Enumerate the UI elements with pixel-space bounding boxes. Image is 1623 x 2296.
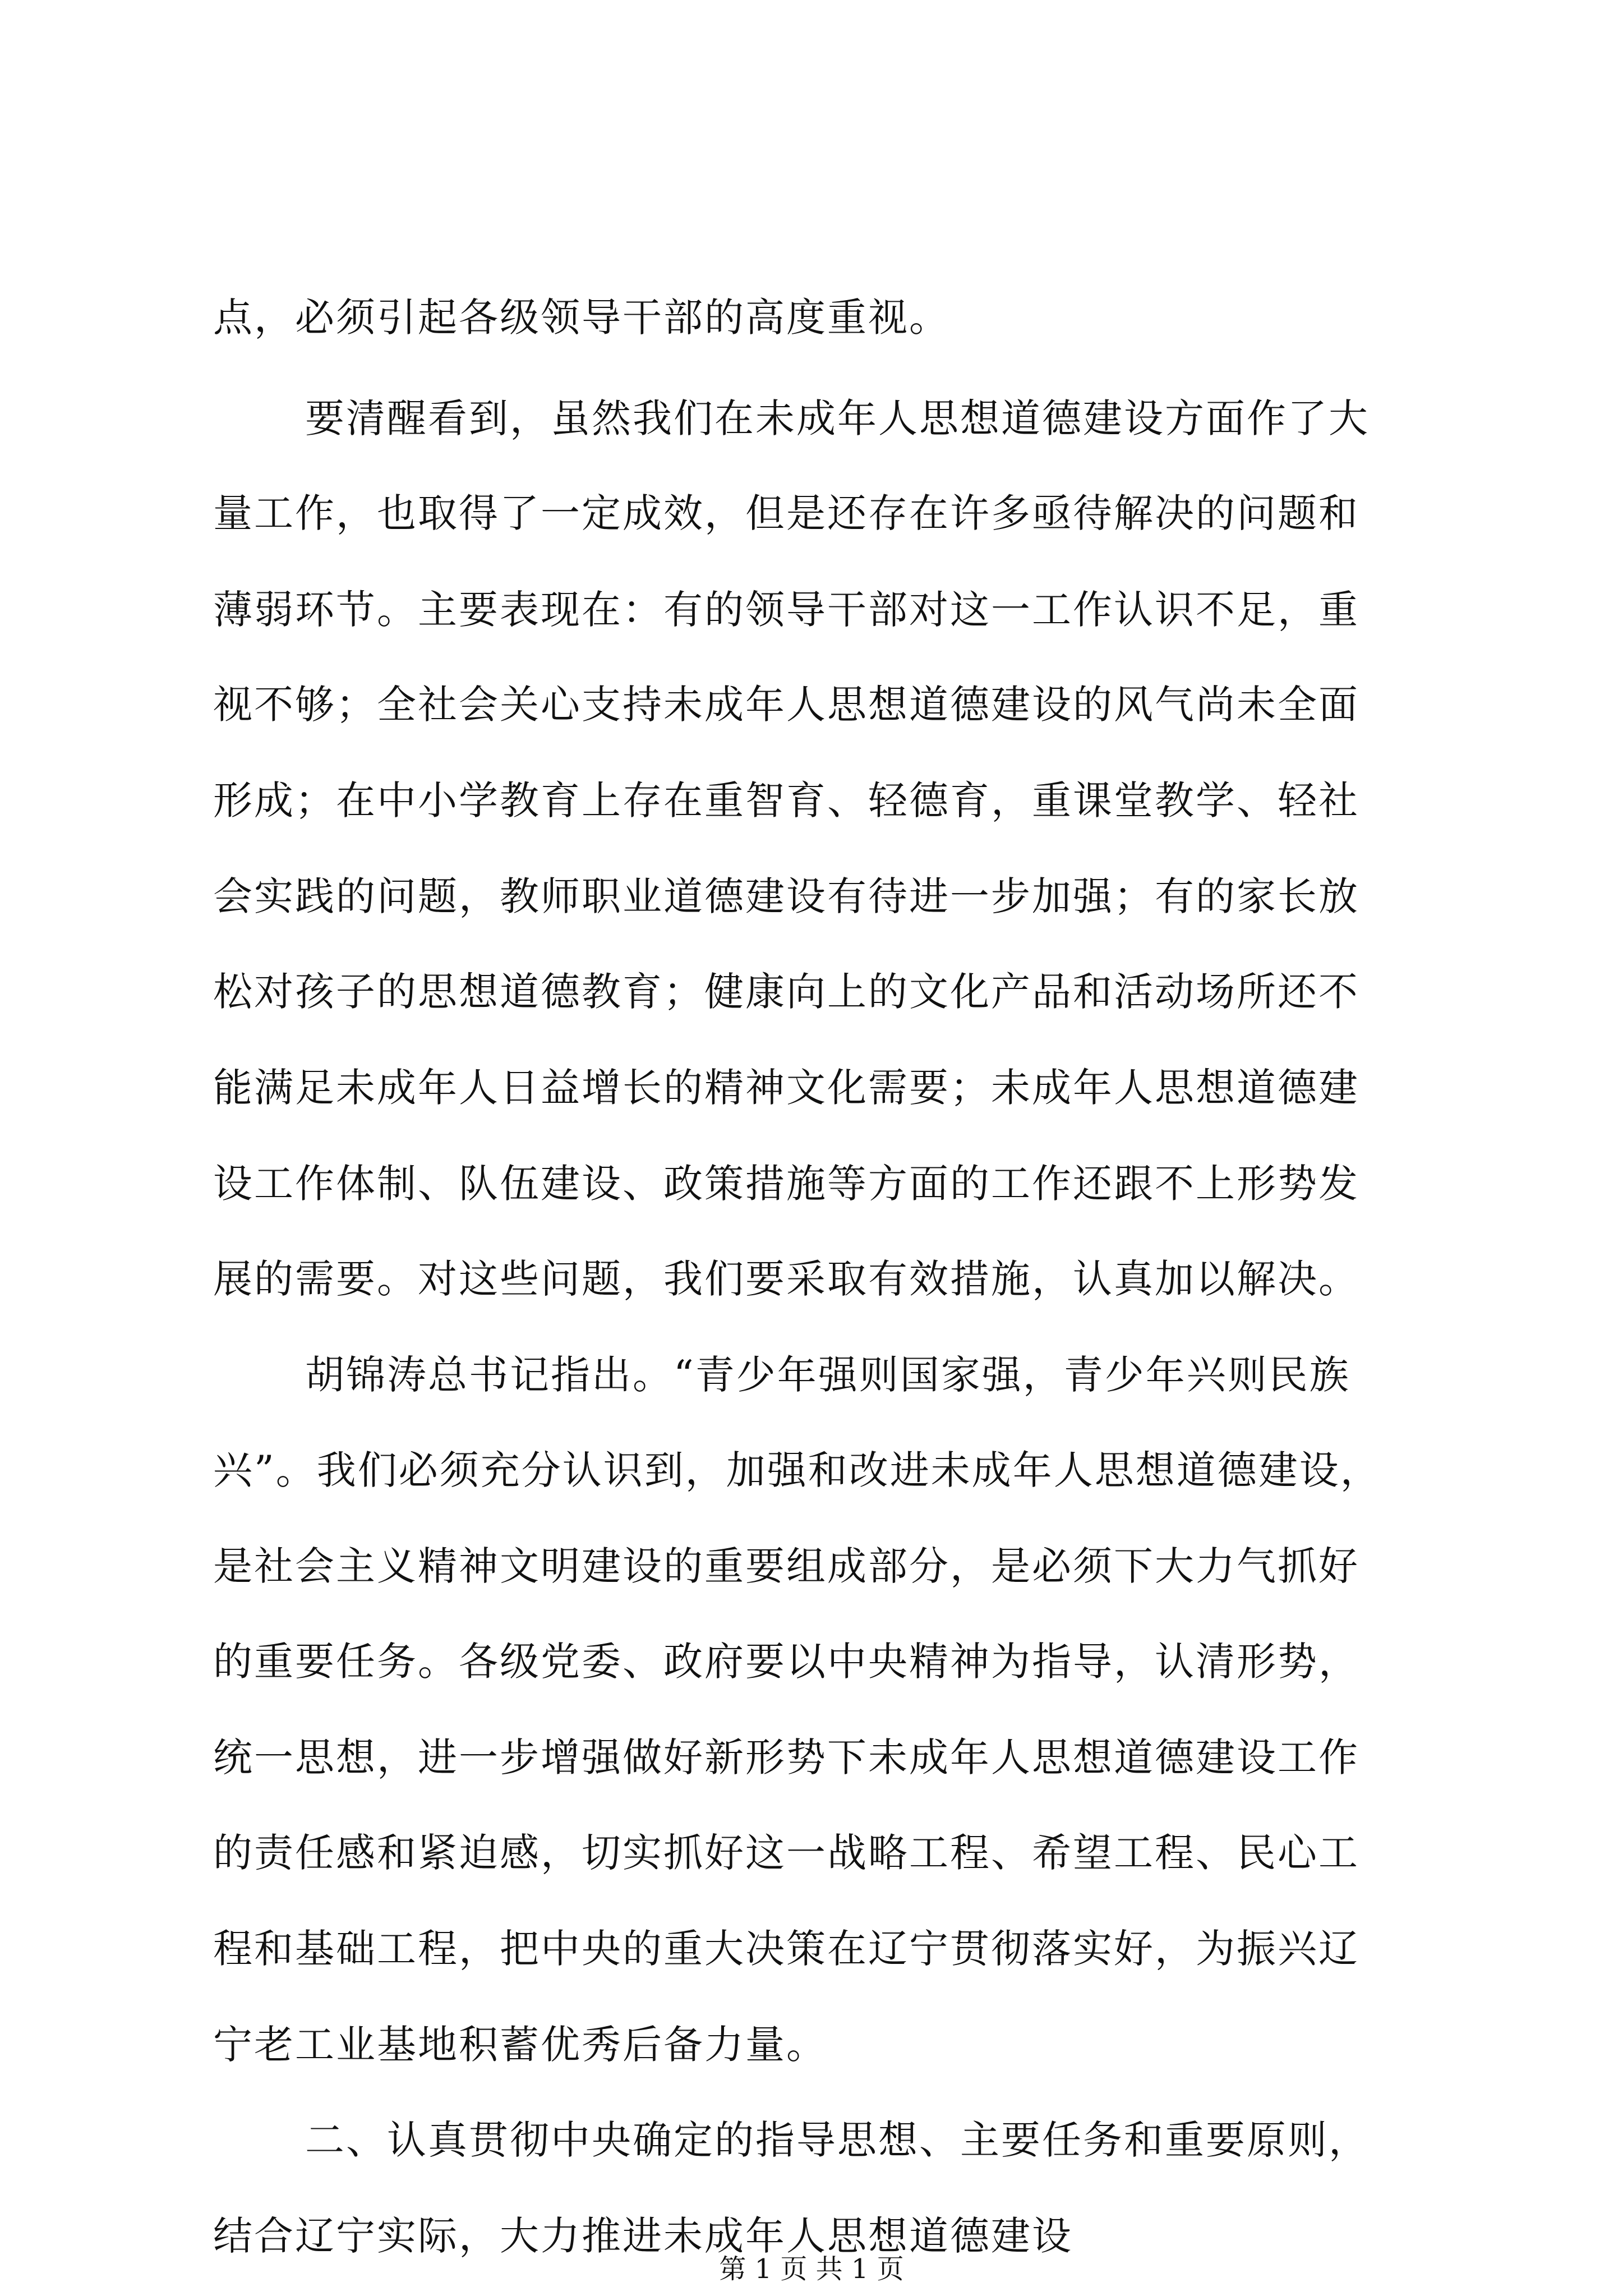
text-line: 形成；在中小学教育上存在重智育、轻德育，重课堂教学、轻社 bbox=[213, 777, 1359, 823]
text-line: 统一思想，进一步增强做好新形势下未成年人思想道德建设工作 bbox=[213, 1734, 1359, 1780]
text-line: 薄弱环节。主要表现在：有的领导干部对这一工作认识不足，重 bbox=[213, 587, 1359, 633]
text-line: 二、认真贯彻中央确定的指导思想、主要任务和重要原则， bbox=[305, 2117, 1370, 2163]
text-line: 能满足未成年人日益增长的精神文化需要；未成年人思想道德建 bbox=[213, 1065, 1359, 1111]
text-line: 量工作，也取得了一定成效，但是还存在许多亟待解决的问题和 bbox=[213, 490, 1359, 536]
text-line: 设工作体制、队伍建设、政策措施等方面的工作还跟不上形势发 bbox=[213, 1161, 1359, 1207]
text-line: 的重要任务。各级党委、政府要以中央精神为指导，认清形势， bbox=[213, 1639, 1359, 1685]
text-line: 松对孩子的思想道德教育；健康向上的文化产品和活动场所还不 bbox=[213, 969, 1359, 1015]
text-line: 展的需要。对这些问题，我们要采取有效措施，认真加以解决。 bbox=[213, 1256, 1359, 1302]
page-number-footer: 第 1 页 共 1 页 bbox=[719, 2253, 904, 2285]
text-line: 是社会主义精神文明建设的重要组成部分，是必须下大力气抓好 bbox=[213, 1543, 1359, 1589]
text-line: 的责任感和紧迫感，切实抓好这一战略工程、希望工程、民心工 bbox=[213, 1830, 1359, 1876]
text-line: 宁老工业基地积蓄优秀后备力量。 bbox=[213, 2022, 827, 2068]
text-line: 胡锦涛总书记指出。“青少年强则国家强，青少年兴则民族 bbox=[305, 1352, 1350, 1398]
text-line: 兴”。我们必须充分认识到，加强和改进未成年人思想道德建设， bbox=[213, 1447, 1381, 1493]
text-line: 点，必须引起各级领导干部的高度重视。 bbox=[213, 295, 950, 341]
text-line: 会实践的问题，教师职业道德建设有待进一步加强；有的家长放 bbox=[213, 873, 1359, 919]
text-line: 程和基础工程，把中央的重大决策在辽宁贯彻落实好，为振兴辽 bbox=[213, 1926, 1359, 1972]
text-line: 要清醒看到，虽然我们在未成年人思想道德建设方面作了大 bbox=[305, 395, 1370, 441]
text-line: 视不够；全社会关心支持未成年人思想道德建设的风气尚未全面 bbox=[213, 682, 1359, 728]
text-line: 结合辽宁实际，大力推进未成年人思想道德建设 bbox=[213, 2213, 1073, 2259]
